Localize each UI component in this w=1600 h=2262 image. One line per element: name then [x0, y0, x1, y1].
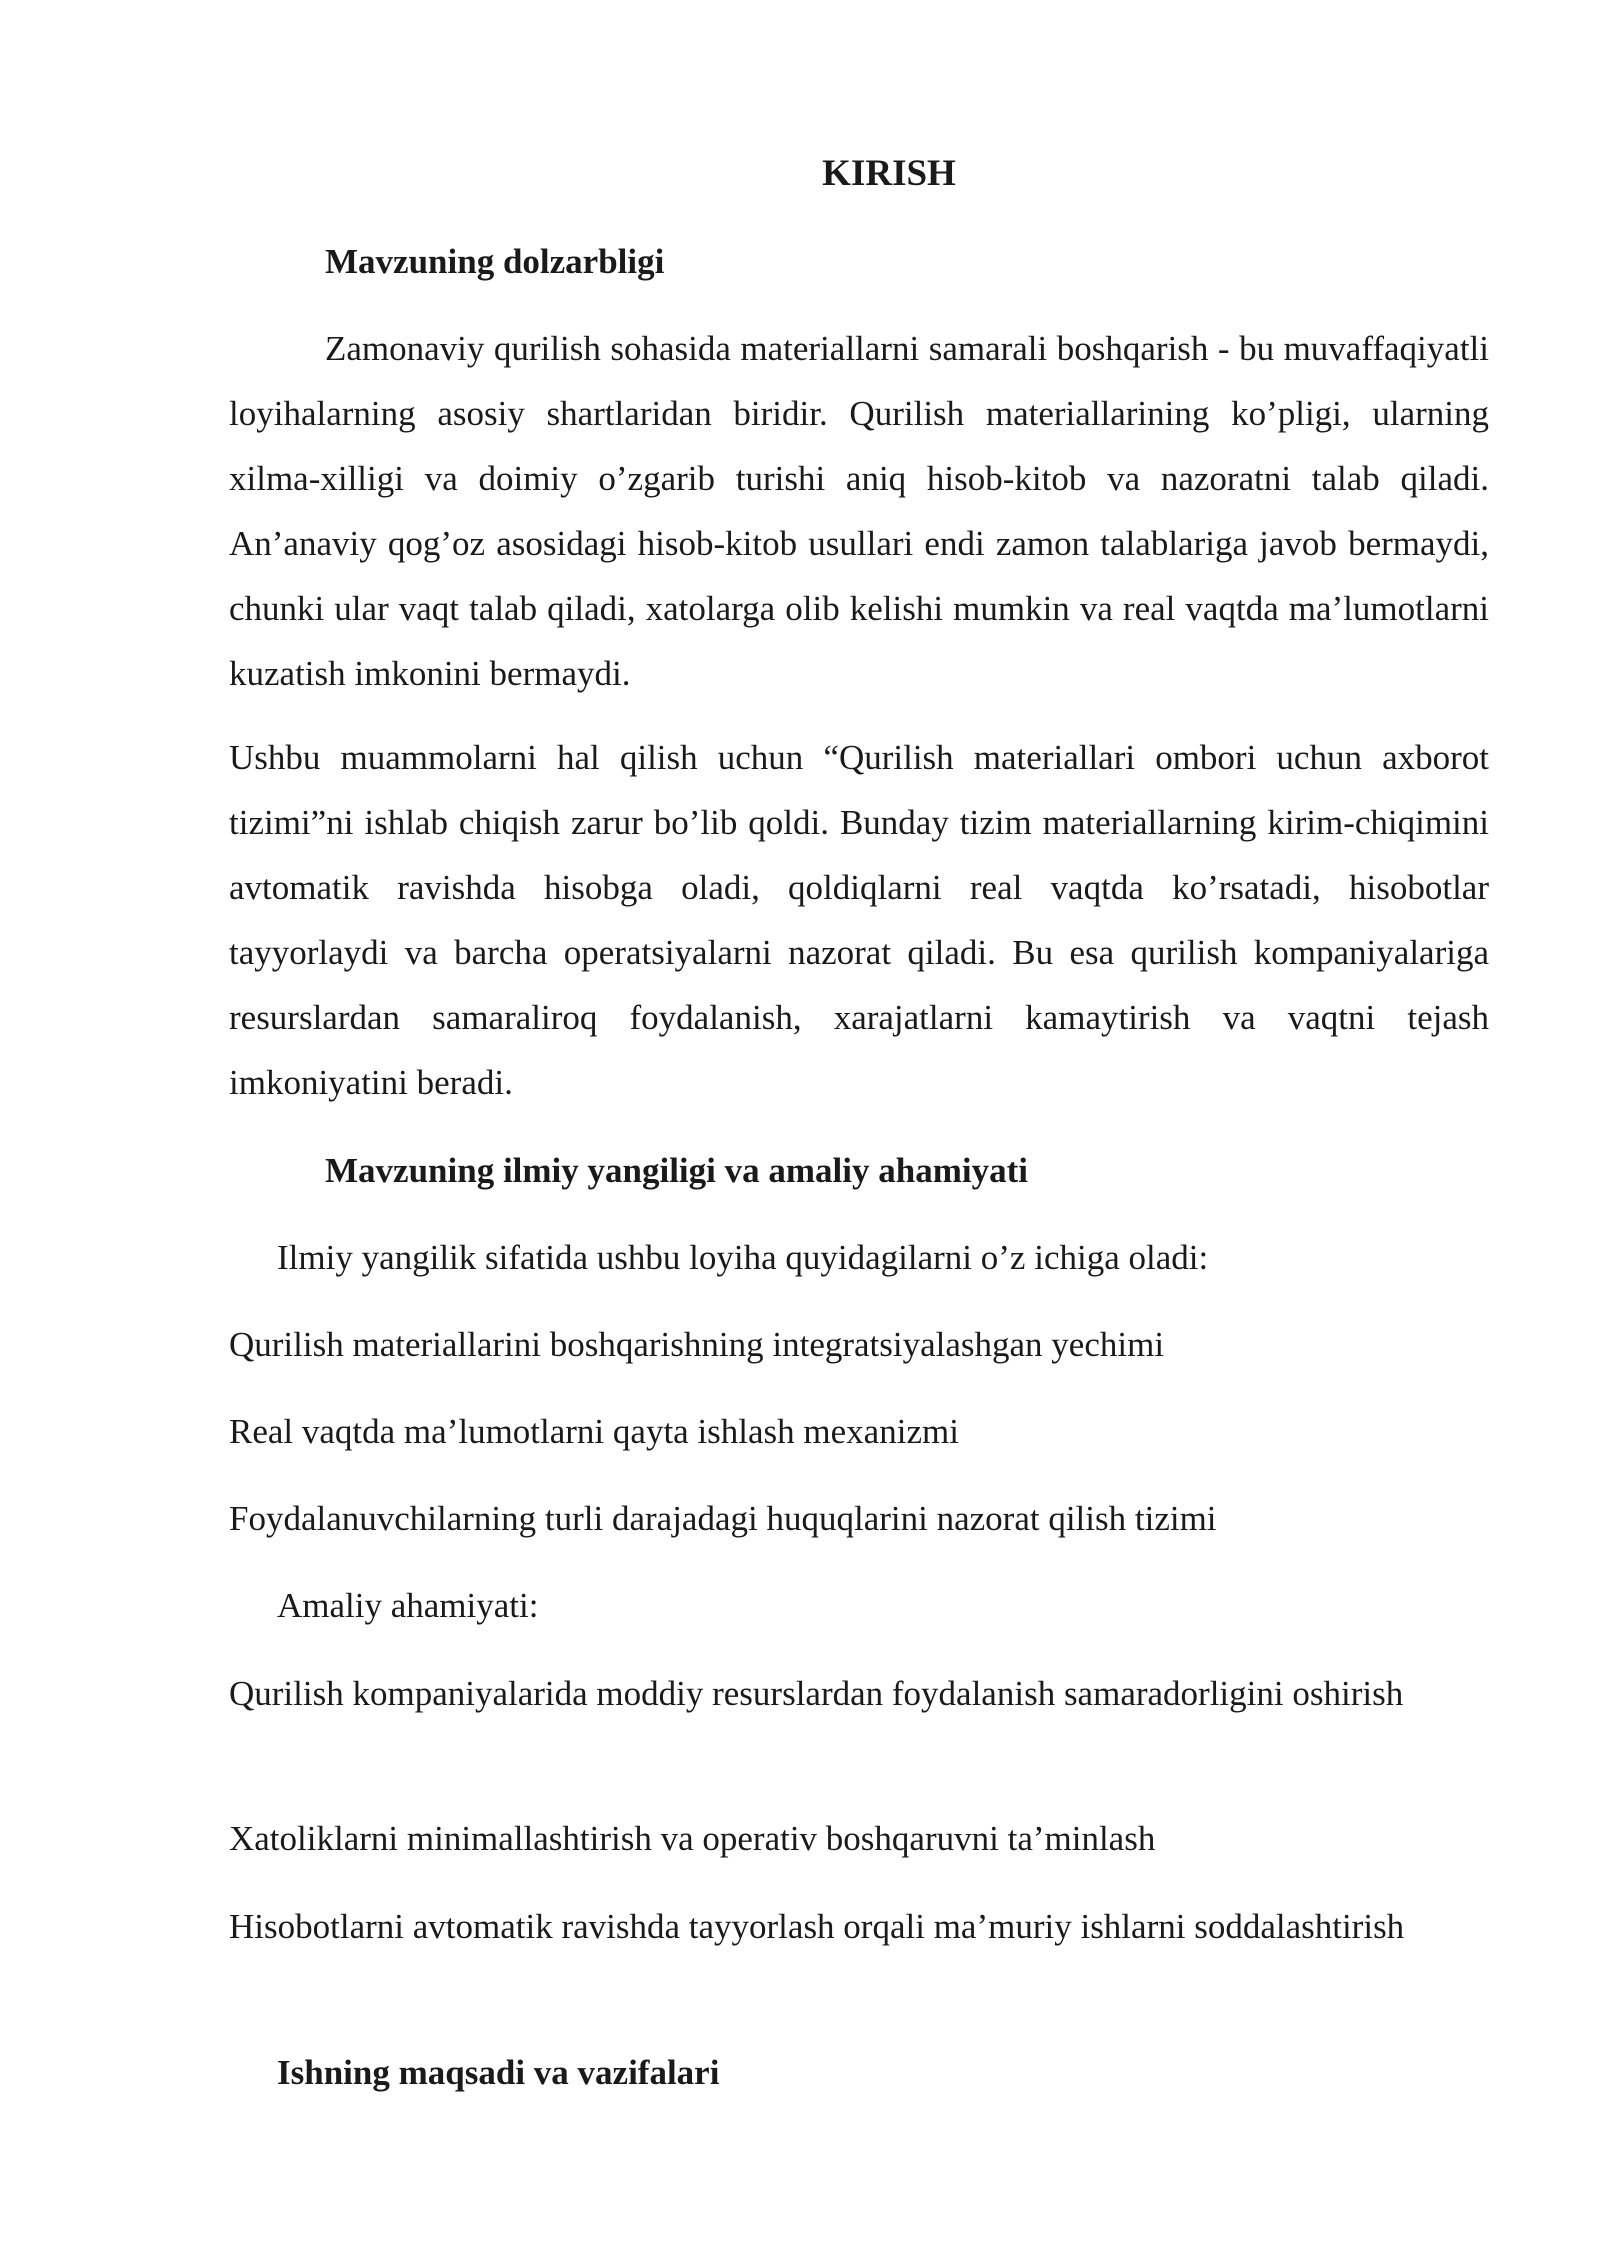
paragraph-relevance-1: Zamonaviy qurilish sohasida materiallarni samarali boshqarish - bu muvaffaqiyatli loyihalarning asosiy shartlaridan biridir. Qurilish materiallarining ko’pligi, ularning xilma-xilligi va doimiy o’zgarib turishi aniq hisob-kitob va nazoratni talab qiladi. An’anaviy qog’oz asosidagi hisob-kitob usullari endi zamon talablariga javob bermaydi, chunki ular vaqt talab qiladi, xatolarga olib kelishi mumkin va real vaqtda ma’lumotlarni kuzatish imkonini bermaydi.: [229, 329, 1489, 693]
section-heading-relevance: Mavzuning dolzarbligi: [325, 242, 665, 281]
paragraph-relevance-2: Ushbu muammolarni hal qilish uchun “Qurilish materiallari ombori uchun axborot tizimi”ni ishlab chiqish zarur bo’lib qoldi. Bunday tizim materiallarning kirim-chiqimini avtomatik ravishda hisobga oladi, qoldiqlarni real vaqtda ko’rsatadi, hisobotlar tayyorlaydi va barcha operatsiyalarni nazorat qiladi. Bu esa qurilish kompaniyalariga resurslardan samaraliroq foydalanish, xarajatlarni kamaytirish va vaqtni tejash imkoniyatini beradi.: [229, 738, 1489, 1102]
practical-item: Qurilish kompaniyalarida moddiy resurslardan foydalanish samaradorligini oshirish: [229, 1674, 1404, 1713]
section-heading-novelty: Mavzuning ilmiy yangiligi va amaliy ahamiyati: [325, 1151, 1028, 1190]
novelty-item: Qurilish materiallarini boshqarishning integratsiyalashgan yechimi: [229, 1325, 1165, 1364]
novelty-intro: Ilmiy yangilik sifatida ushbu loyiha quyidagilarni o’z ichiga oladi:: [277, 1238, 1209, 1277]
practical-item: Hisobotlarni avtomatik ravishda tayyorlash orqali ma’muriy ishlarni soddalashtirish: [229, 1907, 1405, 1946]
section-heading-goals: Ishning maqsadi va vazifalari: [277, 2053, 720, 2092]
page-title: KIRISH: [822, 153, 956, 194]
practical-label: Amaliy ahamiyati:: [277, 1586, 539, 1625]
novelty-item: Real vaqtda ma’lumotlarni qayta ishlash mexanizmi: [229, 1412, 959, 1451]
novelty-item: Foydalanuvchilarning turli darajadagi huquqlarini nazorat qilish tizimi: [229, 1499, 1217, 1538]
practical-item: Xatoliklarni minimallashtirish va operativ boshqaruvni ta’minlash: [229, 1819, 1156, 1858]
